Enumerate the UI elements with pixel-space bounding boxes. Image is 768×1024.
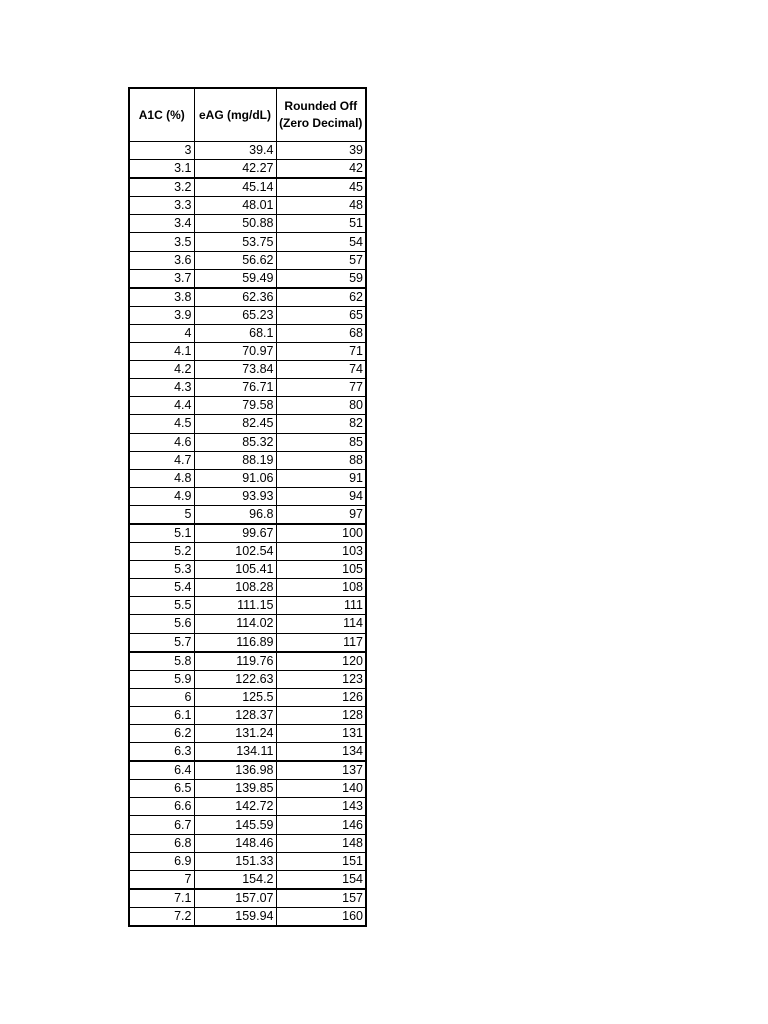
a1c-cell: 6.8 <box>129 834 194 852</box>
eag-cell: 50.88 <box>194 215 276 233</box>
table-row <box>129 706 366 724</box>
a1c-cell: 4.4 <box>129 397 194 415</box>
a1c-cell: 6.2 <box>129 725 194 743</box>
table-row <box>129 451 366 469</box>
a1c-cell: 4.1 <box>129 343 194 361</box>
table-row <box>129 907 366 926</box>
rounded-cell: 111 <box>276 597 366 615</box>
eag-cell: 88.19 <box>194 451 276 469</box>
eag-cell: 111.15 <box>194 597 276 615</box>
a1c-cell: 7 <box>129 870 194 889</box>
table-row <box>129 834 366 852</box>
rounded-cell: 94 <box>276 487 366 505</box>
table-row <box>129 397 366 415</box>
table-row <box>129 160 366 179</box>
eag-cell: 70.97 <box>194 343 276 361</box>
a1c-cell: 6.6 <box>129 798 194 816</box>
a1c-cell: 3.8 <box>129 288 194 307</box>
eag-cell: 157.07 <box>194 889 276 908</box>
table-row <box>129 505 366 524</box>
eag-cell: 142.72 <box>194 798 276 816</box>
eag-cell: 96.8 <box>194 505 276 524</box>
rounded-cell: 68 <box>276 324 366 342</box>
rounded-cell: 143 <box>276 798 366 816</box>
eag-cell: 102.54 <box>194 543 276 561</box>
eag-cell: 122.63 <box>194 670 276 688</box>
table-row <box>129 433 366 451</box>
table-row <box>129 597 366 615</box>
table-row <box>129 852 366 870</box>
table-row <box>129 743 366 762</box>
rounded-cell: 65 <box>276 306 366 324</box>
eag-cell: 108.28 <box>194 579 276 597</box>
a1c-cell: 4 <box>129 324 194 342</box>
rounded-cell: 85 <box>276 433 366 451</box>
a1c-cell: 5.2 <box>129 543 194 561</box>
header-a1c: A1C (%) <box>129 88 194 142</box>
a1c-cell: 4.2 <box>129 361 194 379</box>
a1c-cell: 4.6 <box>129 433 194 451</box>
a1c-cell: 3 <box>129 142 194 160</box>
eag-cell: 136.98 <box>194 761 276 780</box>
a1c-eag-table <box>128 87 367 927</box>
rounded-cell: 114 <box>276 615 366 633</box>
a1c-cell: 5.4 <box>129 579 194 597</box>
rounded-cell: 128 <box>276 706 366 724</box>
table-row <box>129 798 366 816</box>
table-row <box>129 615 366 633</box>
rounded-cell: 103 <box>276 543 366 561</box>
table-row <box>129 543 366 561</box>
rounded-cell: 148 <box>276 834 366 852</box>
table-row <box>129 469 366 487</box>
rounded-cell: 62 <box>276 288 366 307</box>
rounded-cell: 71 <box>276 343 366 361</box>
eag-cell: 145.59 <box>194 816 276 834</box>
table-row <box>129 670 366 688</box>
a1c-cell: 3.2 <box>129 178 194 197</box>
a1c-cell: 3.5 <box>129 233 194 251</box>
header-row <box>129 88 366 142</box>
table-row <box>129 306 366 324</box>
a1c-cell: 3.4 <box>129 215 194 233</box>
eag-cell: 114.02 <box>194 615 276 633</box>
rounded-cell: 80 <box>276 397 366 415</box>
table-header <box>129 88 366 142</box>
a1c-cell: 6.9 <box>129 852 194 870</box>
rounded-cell: 154 <box>276 870 366 889</box>
eag-cell: 42.27 <box>194 160 276 179</box>
table-row <box>129 269 366 288</box>
a1c-cell: 3.1 <box>129 160 194 179</box>
rounded-cell: 131 <box>276 725 366 743</box>
a1c-cell: 5.3 <box>129 561 194 579</box>
table-row <box>129 361 366 379</box>
header-rounded: Rounded Off (Zero Decimal) <box>276 88 366 142</box>
a1c-cell: 3.7 <box>129 269 194 288</box>
eag-cell: 116.89 <box>194 633 276 652</box>
rounded-cell: 126 <box>276 688 366 706</box>
a1c-cell: 4.7 <box>129 451 194 469</box>
table-row <box>129 288 366 307</box>
header-eag: eAG (mg/dL) <box>194 88 276 142</box>
eag-cell: 76.71 <box>194 379 276 397</box>
table-row <box>129 215 366 233</box>
rounded-cell: 105 <box>276 561 366 579</box>
rounded-cell: 39 <box>276 142 366 160</box>
table-row <box>129 579 366 597</box>
eag-cell: 56.62 <box>194 251 276 269</box>
rounded-cell: 77 <box>276 379 366 397</box>
table-row <box>129 816 366 834</box>
a1c-cell: 6.7 <box>129 816 194 834</box>
eag-cell: 79.58 <box>194 397 276 415</box>
rounded-cell: 74 <box>276 361 366 379</box>
rounded-cell: 45 <box>276 178 366 197</box>
eag-cell: 62.36 <box>194 288 276 307</box>
eag-cell: 154.2 <box>194 870 276 889</box>
table-row <box>129 251 366 269</box>
eag-cell: 53.75 <box>194 233 276 251</box>
rounded-cell: 134 <box>276 743 366 762</box>
eag-cell: 105.41 <box>194 561 276 579</box>
rounded-cell: 54 <box>276 233 366 251</box>
rounded-cell: 59 <box>276 269 366 288</box>
eag-cell: 125.5 <box>194 688 276 706</box>
rounded-cell: 100 <box>276 524 366 543</box>
a1c-cell: 5.8 <box>129 652 194 671</box>
a1c-cell: 5 <box>129 505 194 524</box>
rounded-cell: 97 <box>276 505 366 524</box>
a1c-cell: 6.3 <box>129 743 194 762</box>
a1c-cell: 7.2 <box>129 907 194 926</box>
table-row <box>129 415 366 433</box>
eag-cell: 45.14 <box>194 178 276 197</box>
a1c-cell: 6.1 <box>129 706 194 724</box>
rounded-cell: 48 <box>276 197 366 215</box>
rounded-cell: 82 <box>276 415 366 433</box>
table-row <box>129 889 366 908</box>
table-row <box>129 142 366 160</box>
rounded-cell: 91 <box>276 469 366 487</box>
table-row <box>129 487 366 505</box>
rounded-cell: 123 <box>276 670 366 688</box>
a1c-cell: 4.9 <box>129 487 194 505</box>
table-row <box>129 633 366 652</box>
eag-cell: 148.46 <box>194 834 276 852</box>
table-row <box>129 688 366 706</box>
table-row <box>129 524 366 543</box>
rounded-cell: 151 <box>276 852 366 870</box>
a1c-cell: 5.6 <box>129 615 194 633</box>
a1c-cell: 6.4 <box>129 761 194 780</box>
eag-cell: 82.45 <box>194 415 276 433</box>
eag-cell: 128.37 <box>194 706 276 724</box>
rounded-cell: 57 <box>276 251 366 269</box>
eag-cell: 131.24 <box>194 725 276 743</box>
table-row <box>129 652 366 671</box>
table-row <box>129 725 366 743</box>
table-row <box>129 324 366 342</box>
rounded-cell: 108 <box>276 579 366 597</box>
eag-cell: 119.76 <box>194 652 276 671</box>
rounded-cell: 146 <box>276 816 366 834</box>
table-row <box>129 233 366 251</box>
a1c-cell: 5.7 <box>129 633 194 652</box>
a1c-cell: 4.5 <box>129 415 194 433</box>
table-row <box>129 379 366 397</box>
a1c-cell: 4.3 <box>129 379 194 397</box>
eag-cell: 139.85 <box>194 780 276 798</box>
eag-cell: 48.01 <box>194 197 276 215</box>
rounded-cell: 117 <box>276 633 366 652</box>
eag-cell: 59.49 <box>194 269 276 288</box>
table-row <box>129 561 366 579</box>
eag-cell: 91.06 <box>194 469 276 487</box>
table-row <box>129 780 366 798</box>
eag-cell: 73.84 <box>194 361 276 379</box>
rounded-cell: 42 <box>276 160 366 179</box>
a1c-cell: 5.5 <box>129 597 194 615</box>
eag-cell: 159.94 <box>194 907 276 926</box>
a1c-cell: 6 <box>129 688 194 706</box>
rounded-cell: 120 <box>276 652 366 671</box>
eag-cell: 99.67 <box>194 524 276 543</box>
rounded-cell: 137 <box>276 761 366 780</box>
a1c-cell: 4.8 <box>129 469 194 487</box>
table-row <box>129 343 366 361</box>
rounded-cell: 51 <box>276 215 366 233</box>
rounded-cell: 140 <box>276 780 366 798</box>
table-row <box>129 870 366 889</box>
table-row <box>129 178 366 197</box>
eag-cell: 65.23 <box>194 306 276 324</box>
a1c-cell: 3.6 <box>129 251 194 269</box>
rounded-cell: 160 <box>276 907 366 926</box>
a1c-cell: 3.3 <box>129 197 194 215</box>
table-row <box>129 761 366 780</box>
eag-cell: 39.4 <box>194 142 276 160</box>
table-body <box>129 142 366 927</box>
a1c-cell: 3.9 <box>129 306 194 324</box>
a1c-cell: 6.5 <box>129 780 194 798</box>
eag-cell: 68.1 <box>194 324 276 342</box>
eag-cell: 151.33 <box>194 852 276 870</box>
table-row <box>129 197 366 215</box>
eag-cell: 85.32 <box>194 433 276 451</box>
a1c-cell: 7.1 <box>129 889 194 908</box>
eag-cell: 134.11 <box>194 743 276 762</box>
a1c-cell: 5.1 <box>129 524 194 543</box>
eag-cell: 93.93 <box>194 487 276 505</box>
rounded-cell: 88 <box>276 451 366 469</box>
rounded-cell: 157 <box>276 889 366 908</box>
a1c-cell: 5.9 <box>129 670 194 688</box>
